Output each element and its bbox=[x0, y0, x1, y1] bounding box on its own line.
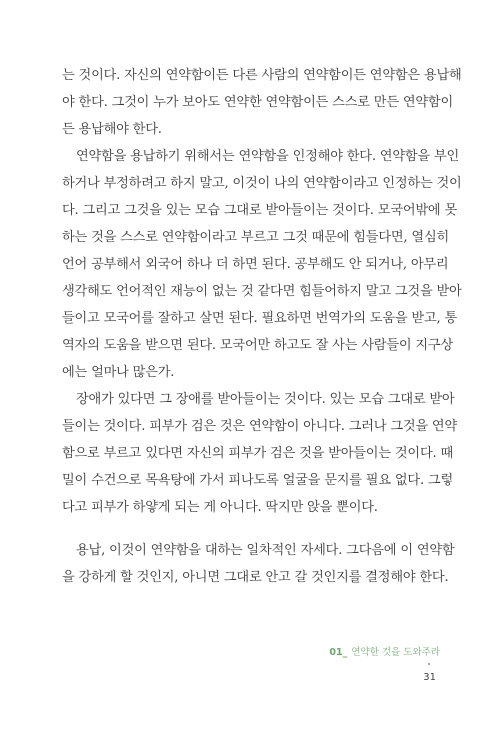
chapter-title: 연약한 것을 도와주라 bbox=[351, 647, 440, 658]
text-line: 연약함을 용납하기 위해서는 연약함을 인정해야 한다. 연약함을 부인 bbox=[76, 149, 460, 164]
text-line: 밀이 수건으로 목욕탕에 가서 피나도록 얼굴을 문지를 필요 없다. 그렇 bbox=[62, 473, 454, 488]
running-footer bbox=[329, 647, 440, 659]
text-line: 든 용납해야 한다. bbox=[62, 122, 162, 137]
text-line: 언어 공부해서 외국어 하나 더 하면 된다. 공부해도 안 되거나, 아무리 bbox=[62, 257, 449, 272]
text-line: 다. 그리고 그것을 있는 모습 그대로 받아들이는 것이다. 모국어밖에 못 bbox=[62, 203, 458, 218]
text-line: 다고 피부가 하얗게 되는 게 아니다. 딱지만 앉을 뿐이다. bbox=[62, 500, 378, 515]
text-line: 함으로 부르고 있다면 자신의 피부가 검은 것을 받아들이는 것이다. 때 bbox=[62, 446, 454, 461]
text-line: 용납, 이것이 연약함을 대하는 일차적인 자세다. 그다음에 이 연약함 bbox=[76, 543, 455, 558]
text-line: 역자의 도움을 받으면 된다. 모국어만 하고도 잘 사는 사람들이 지구상 bbox=[62, 338, 454, 353]
text-line: 들이고 모국어를 잘하고 살면 된다. 필요하면 번역가의 도움을 받고, 통 bbox=[62, 311, 458, 326]
text-line: 에는 얼마나 많은가. bbox=[62, 365, 175, 380]
text-line: 장애가 있다면 그 장애를 받아들이는 것이다. 있는 모습 그대로 받아 bbox=[76, 392, 455, 407]
chapter-number: 01_ bbox=[329, 647, 348, 658]
footer-dot-divider bbox=[428, 663, 430, 665]
text-line: 을 강하게 할 것인지, 아니면 그대로 안고 갈 것인지를 결정해야 한다. bbox=[62, 570, 449, 585]
text-line: 하거나 부정하려고 하지 말고, 이것이 나의 연약함이라고 인정하는 것이 bbox=[62, 176, 462, 191]
text-line: 들이는 것이다. 피부가 검은 것은 연약함이 아니다. 그러나 그것을 연약 bbox=[62, 419, 458, 434]
text-line: 하는 것을 스스로 연약함이라고 부르고 그것 때문에 힘들다면, 열심히 bbox=[62, 230, 450, 245]
text-line: 야 한다. 그것이 누가 보아도 연약한 연약함이든 스스로 만든 연약함이 bbox=[62, 95, 454, 110]
page-number: 31 bbox=[423, 672, 436, 683]
text-line: 는 것이다. 자신의 연약함이든 다른 사람의 연약함이든 연약함은 용납해 bbox=[62, 68, 462, 83]
text-line: 생각해도 언어적인 재능이 없는 것 같다면 힘들어하지 말고 그것을 받아 bbox=[62, 284, 462, 299]
